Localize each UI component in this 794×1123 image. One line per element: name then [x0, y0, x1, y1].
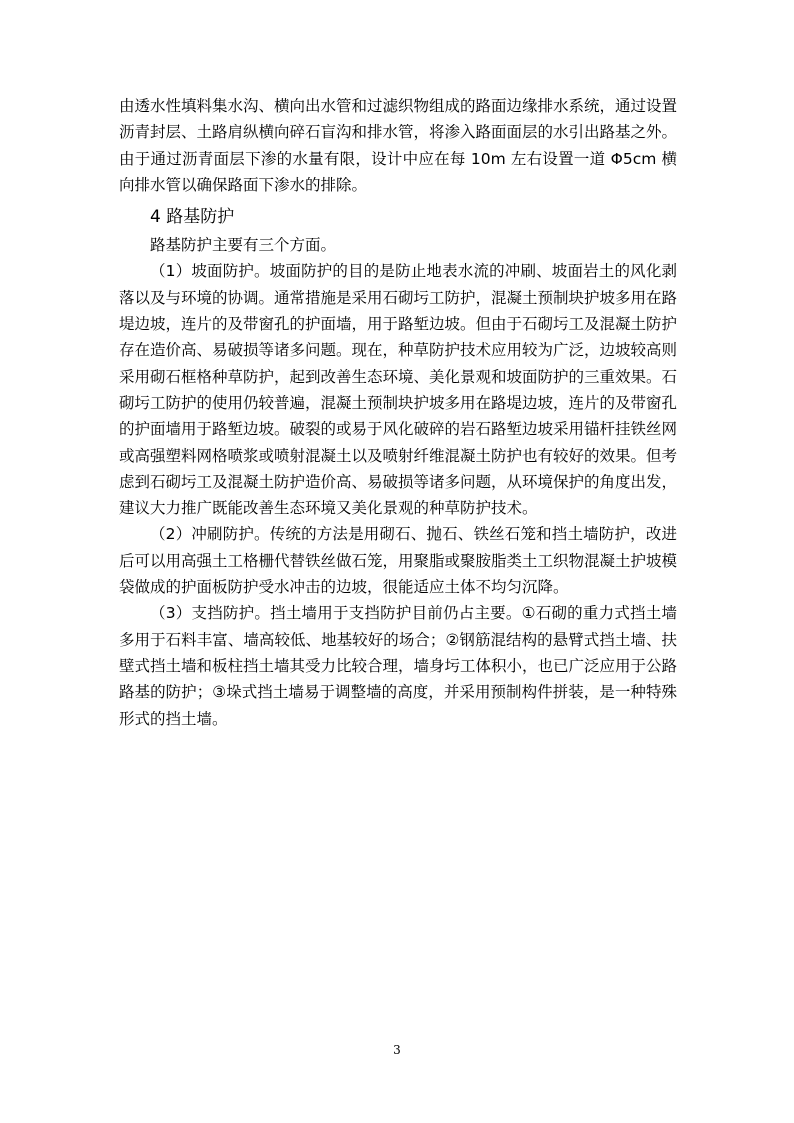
paragraph-scour-protection: （2）冲刷防护。传统的方法是用砌石、抛石、铁丝石笼和挡土墙防护，改进后可以用高强土工格栅代替铁丝做石笼，用聚脂或聚胺脂类土工织物混凝土护坡模袋做成的护面板防护受水冲击的边坡，很能适应土体不均匀沉降。 — [119, 525, 678, 597]
paragraph-intro: 路基防护主要有三个方面。 — [150, 236, 337, 255]
section-heading: 4 路基防护 — [150, 207, 235, 228]
paragraph-drainage: 由透水性填料集水沟、横向出水管和过滤织物组成的路面边缘排水系统，通过设置沥青封层、土路肩纵横向碎石盲沟和排水管，将渗入路面面层的水引出路基之外。由于通过沥青面层下渗的水量有限，设计中应在每 10m 左右设置一道 Φ5cm 横向排水管以确保路面下渗水的排除。 — [119, 97, 678, 194]
page-number: 3 — [393, 1043, 401, 1057]
paragraph-slope-protection: （1）坡面防护。坡面防护的目的是防止地表水流的冲刷、坡面岩土的风化剥落以及与环境的协调。通常措施是采用石砌圬工防护，混凝土预制块护坡多用在路堤边坡，连片的及带窗孔的护面墙，用于路堑边坡。但由于石砌圬工及混凝土防护存在造价高、易破损等诸多问题。现在，种草防护技术应用较为广泛，边坡较高则采用砌石框格种草防护，起到改善生态环境、美化景观和坡面防护的三重效果。石砌圬工防护的使用仍较普遍，混凝土预制块护坡多用在路堤边坡，连片的及带窗孔的护面墙用于路堑边坡。破裂的或易于风化破碎的岩石路堑边坡采用锚杆挂铁丝网或高强塑料网格喷浆或喷射混凝土以及喷射纤维混凝土防护也有较好的效果。但考虑到石砌圬工及混凝土防护造价高、易破损等诸多问题，从环境保护的角度出发，建议大力推广既能改善生态环境又美化景观的种草防护技术。 — [119, 262, 678, 518]
page-content — [119, 93, 677, 732]
paragraph-retaining-protection: （3）支挡防护。挡土墙用于支挡防护目前仍占主要。①石砌的重力式挡土墙多用于石料丰富、墙高较低、地基较好的场合；②钢筋混结构的悬臂式挡土墙、扶壁式挡土墙和板柱挡土墙其受力比较合理，墙身圬工体积小，也已广泛应用于公路路基的防护；③垛式挡土墙易于调整墙的高度，并采用预制构件拼装，是一种特殊形式的挡土墙。 — [119, 604, 678, 728]
